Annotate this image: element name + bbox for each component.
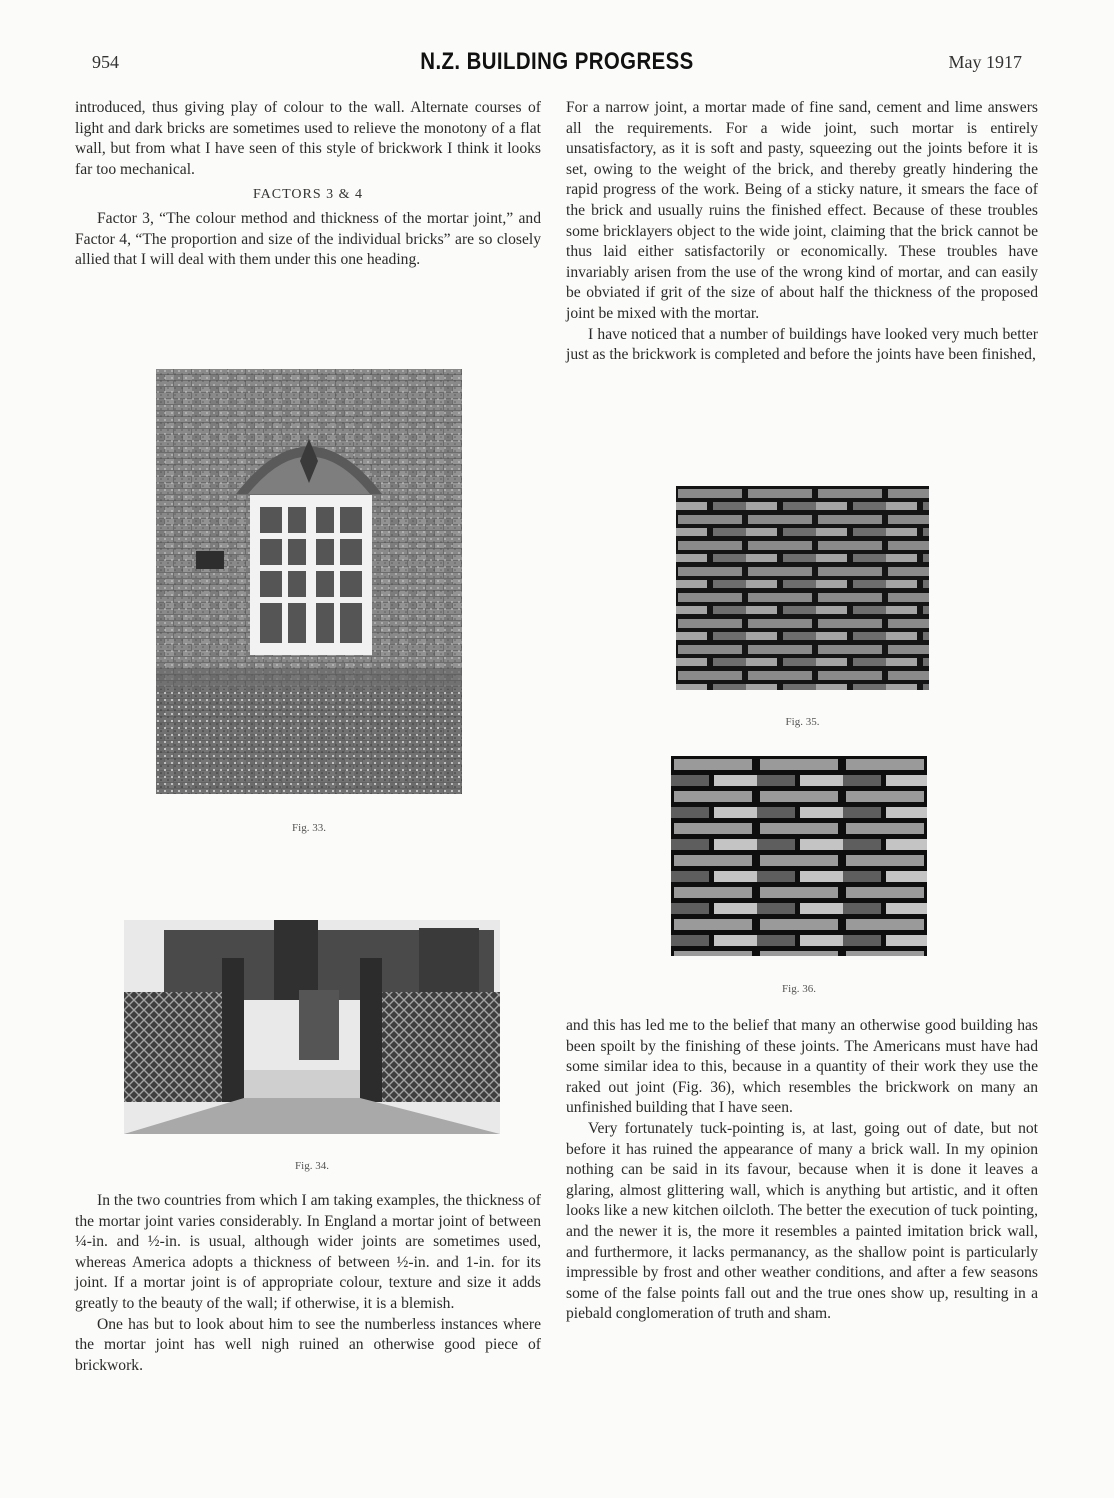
section-heading: FACTORS 3 & 4: [252, 187, 364, 203]
figure-brick-wall-photo: [676, 486, 929, 690]
figure-window-photo: [156, 369, 462, 794]
paragraph: For a narrow joint, a mortar made of fine sand, cement and lime answers all the requirements. For a wide joint, such mortar is entirely unsatisfactory, as it is soft and pasty, squeezing out the joints before it is set, owing to the weight of the brick, and thereby greatly hindering the rapid progress of the work. Being of a sticky nature, it smears the face of the brick and usually ruins the finished effect. Because of these troubles some bricklayers object to the wide joint, claiming that the brick cannot be thus laid either satisfactorily or economically. These troubles have invariably arisen from the use of the wrong kind of mortar, and can easily be obviated if grit of the size of about half the thickness of the proposed joint be mixed with the mortar.: [566, 99, 1038, 322]
page-number: 954: [92, 52, 119, 72]
left-column-top: [75, 98, 541, 271]
left-column-bottom: [75, 1191, 541, 1376]
right-column-top: [566, 98, 1038, 366]
page-header: [0, 48, 1114, 78]
figure-caption: Fig. 33.: [292, 822, 326, 834]
figure-raked-joint-photo: [671, 756, 927, 956]
paragraph: One has but to look about him to see the numberless instances where the mortar joint has well nigh ruined an otherwise good piece of brickwork.: [75, 1315, 541, 1374]
publication-title: N.Z. BUILDING PROGRESS: [420, 48, 694, 75]
paragraph: I have noticed that a number of buildings have looked very much better just as the brickwork is completed and before the joints have been finished,: [566, 325, 1038, 364]
right-column-bottom: [566, 1016, 1038, 1325]
figure-gateway-photo: [124, 920, 500, 1134]
figure-caption: Fig. 36.: [782, 983, 816, 995]
paragraph: In the two countries from which I am taking examples, the thickness of the mortar joint varies considerably. In England a mortar joint of between ¼-in. and ½-in. is usual, although wider joints are sometimes used, whereas America adopts a thickness of between ½-in. and 1-in. for its joint. If a mortar joint is of appropriate colour, texture and size it adds greatly to the beauty of the wall; if otherwise, it is a blemish.: [75, 1192, 541, 1312]
paragraph: and this has led me to the belief that many an otherwise good building has been spoilt by the finishing of these joints. The Americans must have had some similar idea to this, because in a quantity of their work they use the raked out joint (Fig. 36), which resembles the brickwork on many an unfinished building that I have seen.: [566, 1017, 1038, 1117]
paragraph: introduced, thus giving play of colour to the wall. Alternate courses of light and dark bricks are sometimes used to relieve the monotony of a flat wall, but from what I have seen of this style of brickwork I think it looks far too mechanical.: [75, 99, 541, 178]
figure-caption: Fig. 34.: [295, 1160, 329, 1172]
paragraph: Very fortunately tuck-pointing is, at last, going out of date, but not before it has ruined the appearance of many a brick wall. In my opinion nothing can be said in its favour, because when it is done it leaves a glaring, almost glittering wall, which is anything but artistic, and it often looks like a new kitchen oilcloth. The better the execution of tuck pointing, and the newer it is, the more it resembles a painted imitation brick wall, and furthermore, it lacks permanancy, as the shallow point is particularly impressible by frost and other weather conditions, and after a few seasons some of the false points fall out and the true ones show up, resulting in a piebald conglomeration of truth and sham.: [566, 1119, 1038, 1323]
paragraph: Factor 3, “The colour method and thickness of the mortar joint,” and Factor 4, “The proportion and size of the individual bricks” are so closely allied that I will deal with them under this one heading.: [75, 209, 541, 269]
figure-caption: Fig. 35.: [785, 716, 820, 728]
issue-date: May 1917: [948, 52, 1022, 72]
